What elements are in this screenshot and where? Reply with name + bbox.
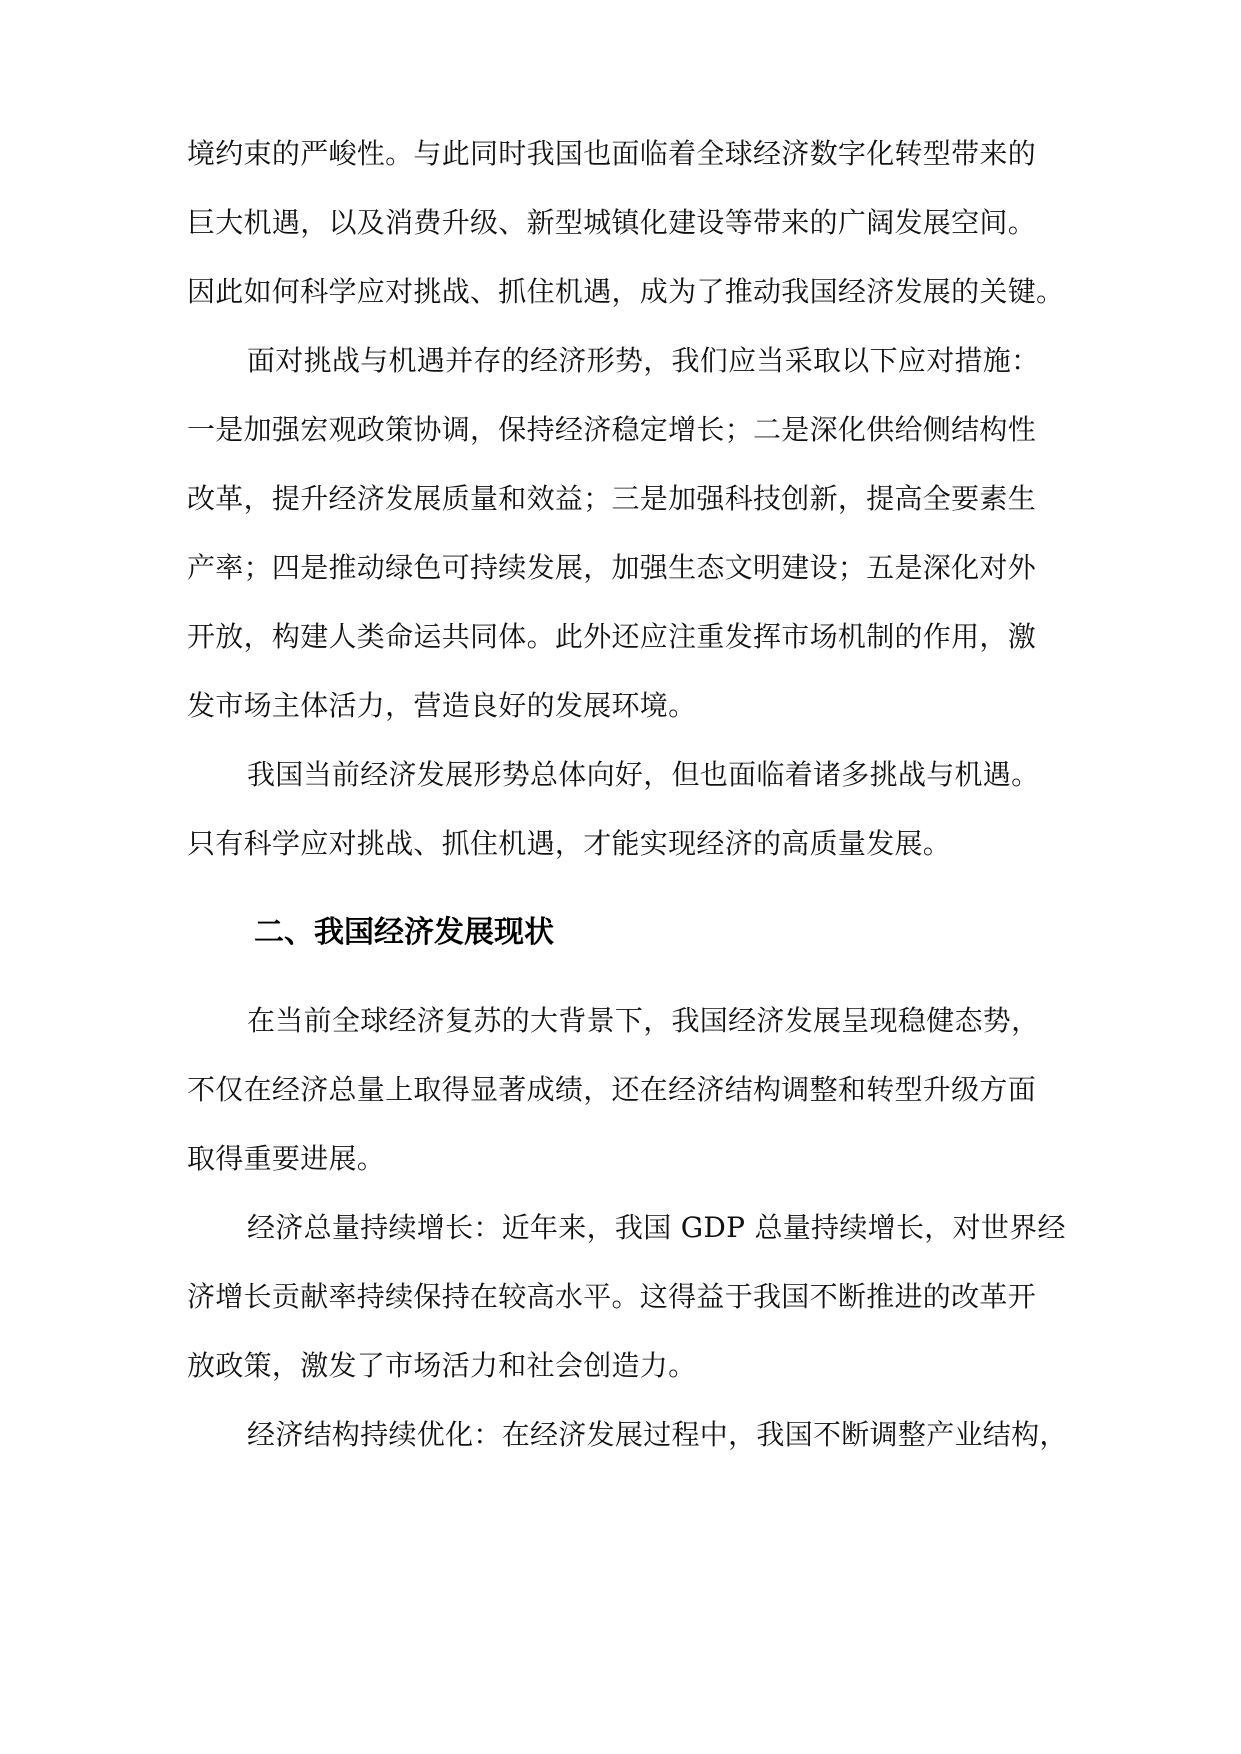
paragraph-line: 一是加强宏观政策协调，保持经济稳定增长；二是深化供给侧结构性 xyxy=(187,413,1037,446)
paragraph-line: 改革，提升经济发展质量和效益；三是加强科技创新，提高全要素生 xyxy=(187,482,1037,515)
paragraph-line: 济增长贡献率持续保持在较高水平。这得益于我国不断推进的改革开 xyxy=(187,1280,1037,1313)
paragraph-line: 经济总量持续增长：近年来，我国 GDP 总量持续增长，对世界经 xyxy=(247,1211,1066,1244)
paragraph-line: 境约束的严峻性。与此同时我国也面临着全球经济数字化转型带来的 xyxy=(187,137,1037,170)
paragraph-line: 巨大机遇，以及消费升级、新型城镇化建设等带来的广阔发展空间。 xyxy=(187,206,1037,239)
paragraph-line: 经济结构持续优化：在经济发展过程中，我国不断调整产业结构， xyxy=(247,1418,1068,1451)
paragraph-line: 取得重要进展。 xyxy=(187,1142,386,1175)
paragraph-line: 在当前全球经济复苏的大背景下，我国经济发展呈现稳健态势， xyxy=(247,1004,1040,1037)
paragraph-line: 我国当前经济发展形势总体向好，但也面临着诸多挑战与机遇。 xyxy=(247,758,1040,791)
paragraph-line: 发市场主体活力，营造良好的发展环境。 xyxy=(187,689,697,722)
paragraph-line: 因此如何科学应对挑战、抓住机遇，成为了推动我国经济发展的关键。 xyxy=(187,275,1065,308)
paragraph-line: 产率；四是推动绿色可持续发展，加强生态文明建设；五是深化对外 xyxy=(187,551,1037,584)
paragraph-line: 只有科学应对挑战、抓住机遇，才能实现经济的高质量发展。 xyxy=(187,827,952,860)
paragraph-line: 开放，构建人类命运共同体。此外还应注重发挥市场机制的作用，激 xyxy=(187,620,1037,653)
paragraph-line: 面对挑战与机遇并存的经济形势，我们应当采取以下应对措施： xyxy=(247,344,1040,377)
paragraph-line: 放政策，激发了市场活力和社会创造力。 xyxy=(187,1349,697,1382)
paragraph-line: 不仅在经济总量上取得显著成绩，还在经济结构调整和转型升级方面 xyxy=(187,1073,1037,1106)
section-heading: 二、我国经济发展现状 xyxy=(254,915,554,950)
